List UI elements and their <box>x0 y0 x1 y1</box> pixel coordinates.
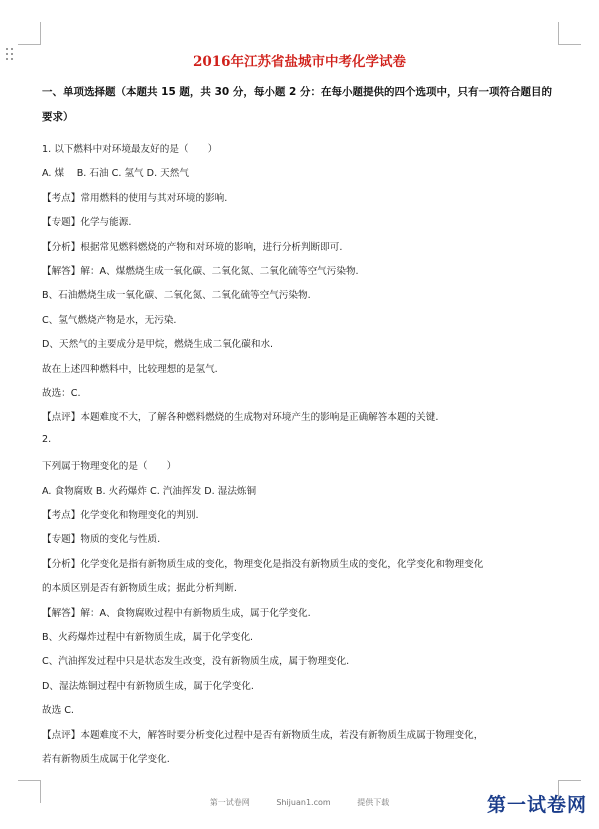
document-line: 若有新物质生成属于化学变化. <box>42 754 170 765</box>
document-line: 故选 C. <box>42 705 74 717</box>
document-line: 下列属于物理变化的是（ ） <box>42 461 177 473</box>
document-line: 【专题】物质的变化与性质. <box>42 534 161 546</box>
document-line: 【解答】解：A、煤燃烧生成一氧化碳、二氧化氮、二氧化硫等空气污染物. <box>42 266 359 277</box>
section-heading: 一、单项选择题（本题共 15 题，共 30 分，每小题 2 分：在每小题提供的四个选项中，只有一项符合题目的要求） <box>42 86 552 123</box>
document-line: 【点评】本题难度不大，了解各种燃料燃烧的生成物对环境产生的影响是正确解答本题的关键. <box>42 412 439 424</box>
document-line: 【分析】化学变化是指有新物质生成的变化，物理变化是指没有新物质生成的变化，化学变化和物理变化 <box>42 558 484 570</box>
document-line: 故选：C. <box>42 388 81 399</box>
document-line: 【考点】常用燃料的使用与其对环境的影响. <box>42 192 228 204</box>
document-line: 【考点】化学变化和物理变化的判别. <box>42 510 199 521</box>
document-line: 【点评】本题难度不大，解答时要分析变化过程中是否有新物质生成，若没有新物质生成属于物理变化， <box>42 729 484 741</box>
site-watermark-logo: 第一试卷网 <box>486 794 587 816</box>
document-line: C、汽油挥发过程中只是状态发生改变，没有新物质生成，属于物理变化. <box>42 656 350 668</box>
document-line: 【分析】根据常见燃料燃烧的产物和对环境的影响，进行分析判断即可. <box>42 241 343 253</box>
document-line: B、石油燃烧生成一氧化碳、二氧化氮、二氧化硫等空气污染物. <box>42 290 311 302</box>
document-line: 故在上述四种燃料中，比较理想的是氢气. <box>42 363 218 375</box>
document-title: 2016年江苏省盐城市中考化学试卷 <box>192 54 407 70</box>
footer-site-name: 第一试卷网 <box>209 798 250 807</box>
document-line: 【专题】化学与能源. <box>42 217 132 229</box>
document-line: 的本质区别是否有新物质生成；据此分析判断. <box>42 583 237 595</box>
crop-mark-top-right <box>558 22 581 45</box>
document-line: B、火药爆炸过程中有新物质生成，属于化学变化. <box>42 632 254 643</box>
document-line: 2. <box>42 433 52 445</box>
document-line: A. 食物腐败 B. 火药爆炸 C. 汽油挥发 D. 湿法炼铜 <box>42 485 257 497</box>
footer-slogan: 提供下载 <box>357 798 390 807</box>
document-line: 1. 以下燃料中对环境最友好的是（ ） <box>42 144 218 155</box>
document-line: C、氢气燃烧产物是水，无污染. <box>42 314 177 326</box>
document-line: D、天然气的主要成分是甲烷，燃烧生成二氧化碳和水. <box>42 339 274 351</box>
document-line: A. 煤 B. 石油 C. 氢气 D. 天然气 <box>42 168 189 180</box>
document-line: 【解答】解：A、食物腐败过程中有新物质生成，属于化学变化. <box>42 607 311 619</box>
footer-site-url[interactable]: Shijuan1.com <box>276 798 331 807</box>
crop-mark-top-left <box>18 22 41 45</box>
document-line: D、湿法炼铜过程中有新物质生成，属于化学变化. <box>42 680 254 692</box>
